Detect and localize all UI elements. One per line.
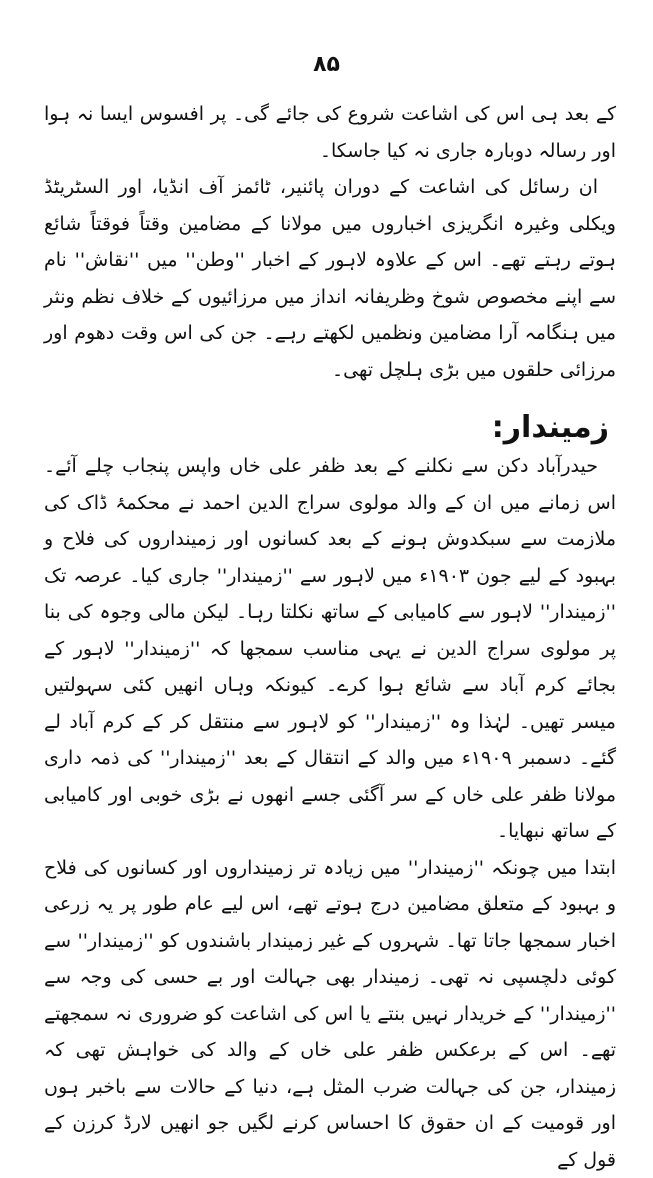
paragraph: حیدرآباد دکن سے نکلنے کے بعد ظفر علی خاں واپس پنجاب چلے آئے۔ اس زمانے میں ان کے والد مولوی سراج الدین احمد نے محکمۂ ڈاک کی ملازمت سے سبکدوش ہونے کے بعد کسانوں اور زمینداروں کی فلاح و بہبود کے لیے جون ۱۹۰۳ء میں لاہور سے ''زمیندار'' جاری کیا۔ عرصہ تک ''زمیندار'' لاہور سے کامیابی کے ساتھ نکلتا رہا۔ لیکن مالی وجوہ کی بنا پر مولوی سراج الدین نے یہی مناسب سمجھا کہ ''زمیندار'' لاہور کے بجائے کرم آباد سے شائع ہوا کرے۔ کیونکہ وہاں انھیں کئی سہولتیں میسر تھیں۔ لہٰذا وہ ''زمیندار'' کو لاہور سے منتقل کر کے کرم آباد لے گئے۔ دسمبر ۱۹۰۹ء میں والد کے انتقال کے بعد ''زمیندار'' کی ذمہ داری مولانا ظفر علی خاں کے سر آگئی جسے انھوں نے بڑی خوبی اور کامیابی کے ساتھ نبھایا۔ <box>44 448 616 850</box>
text-block-intro <box>44 96 616 388</box>
page-number: ۸۵ <box>0 52 653 77</box>
paragraph: ان رسائل کی اشاعت کے دوران پائنیر، ٹائمز آف انڈیا، اور السٹریٹڈ ویکلی وغیرہ انگریزی اخباروں میں مولانا کے مضامین وقتاً فوقتاً شائع ہوتے رہتے تھے۔ اس کے علاوہ لاہور کے اخبار ''وطن'' میں ''نقاش'' نام سے اپنے مخصوص شوخ وظریفانہ انداز میں مرزائیوں کے خلاف نظم ونثر میں ہنگامہ آرا مضامین ونظمیں لکھتے رہے۔ جن کی اس وقت دھوم اور مرزائی حلقوں میں بڑی ہلچل تھی۔ <box>44 169 616 388</box>
paragraph: ابتدا میں چونکہ ''زمیندار'' میں زیادہ تر زمینداروں اور کسانوں کی فلاح و بہبود کے متعلق مضامین درج ہوتے تھے، اس لیے عام طور پر یہ زرعی اخبار سمجھا جاتا تھا۔ شہروں کے غیر زمیندار باشندوں کو ''زمیندار'' سے کوئی دلچسپی نہ تھی۔ زمیندار بھی جہالت اور بے حسی کی وجہ سے ''زمیندار'' کے خریدار نہیں بنتے یا اس کی اشاعت کو ضروری نہ سمجھتے تھے۔ اس کے برعکس ظفر علی خاں کے والد کی خواہش تھی کہ زمیندار، جن کی جہالت ضرب المثل ہے، دنیا کے حالات سے باخبر ہوں اور قومیت کے ان حقوق کا احساس کرنے لگیں جو انھیں لارڈ کرزن کے قول کے <box>44 850 616 1178</box>
text-block-zamindar <box>44 448 616 1178</box>
section-heading: زمیندار: <box>492 408 609 448</box>
paragraph: کے بعد ہی اس کی اشاعت شروع کی جائے گی۔ پر افسوس ایسا نہ ہوا اور رسالہ دوبارہ جاری نہ کیا جاسکا۔ <box>44 96 616 169</box>
